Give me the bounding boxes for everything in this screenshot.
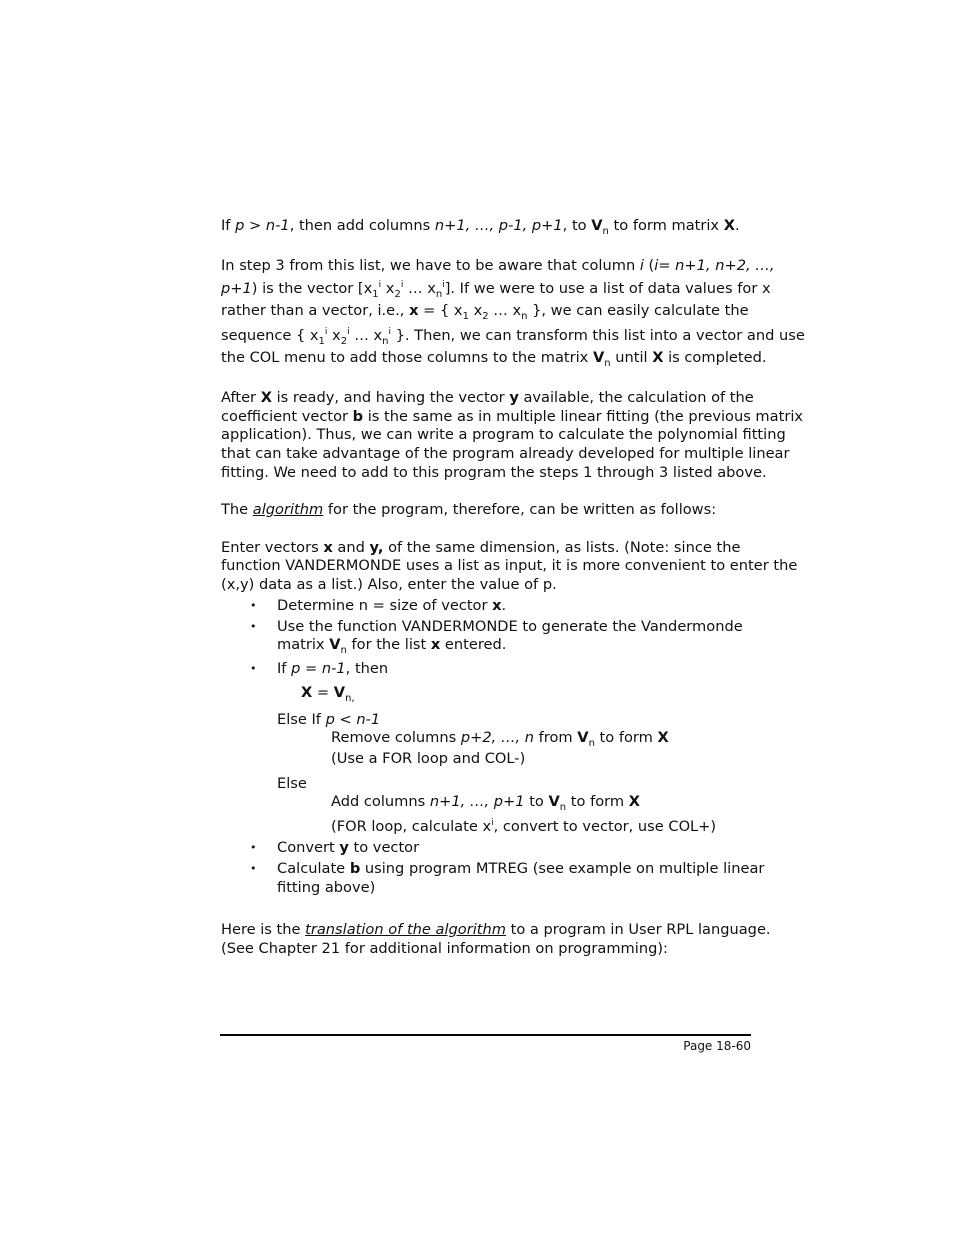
add-columns-step: Add columns n+1, …, p+1 to $V_n$ to form X <box>331 793 640 813</box>
bullet-vandermonde-line2: matrix $V_n$ for the list x entered. <box>277 636 507 656</box>
remove-columns-note: (Use a FOR loop and COL-) <box>331 750 526 767</box>
footer-rule <box>220 1034 751 1036</box>
para3-line1: After X is ready, and having the vector y available, the calculation of the <box>221 389 754 406</box>
para5-line1: Enter vectors x and y, of the same dimension, as lists. (Note: since the <box>221 539 741 556</box>
page-number: Page 18-60 <box>683 1039 751 1053</box>
bullet-calculate-b-line1: Calculate b using program MTREG (see example on multiple linear <box>277 860 765 877</box>
translation-link[interactable]: translation of the algorithm <box>305 921 506 938</box>
remove-columns-step: Remove columns p+2, …, n from $V_n$ to form X <box>331 729 669 749</box>
bullet-glyph: • <box>250 841 257 854</box>
else-label: Else <box>277 775 307 792</box>
bullet-convert-y: Convert y to vector <box>277 839 420 856</box>
algorithm-link[interactable]: algorithm <box>252 501 324 518</box>
bullet-vandermonde-line1: Use the function VANDERMONDE to generate the Vandermonde <box>277 618 743 635</box>
para2-line5: the COL menu to add those columns to the matrix $V_n$ until X is completed. <box>221 349 767 369</box>
bullet-if-condition: If p = n-1, then <box>277 660 389 677</box>
bullet-glyph: • <box>250 599 257 612</box>
para4-line: The algorithm for the program, therefore, can be written as follows: <box>221 501 717 518</box>
bullet-calculate-b-line2: fitting above) <box>277 879 376 896</box>
para6-line2: (See Chapter 21 for additional information on programming): <box>221 940 668 957</box>
bullet-glyph: • <box>250 862 257 875</box>
para3-line5: fitting. We need to add to this program the steps 1 through 3 listed above. <box>221 464 767 481</box>
bullet-glyph: • <box>250 620 257 633</box>
para5-line2: function VANDERMONDE uses a list as input, it is more convenient to enter the <box>221 557 798 574</box>
x-equals-vn: $X = V_{n,}$ <box>301 684 355 704</box>
para3-line3: application). Thus, we can write a program to calculate the polynomial fitting <box>221 426 786 443</box>
para2-line1: In step 3 from this list, we have to be aware that column i (i= n+1, n+2, …, <box>221 257 775 274</box>
bullet-glyph: • <box>250 662 257 675</box>
para3-line2: coefficient vector b is the same as in multiple linear fitting (the previous matrix <box>221 408 804 425</box>
para2-line2: p+1) is the vector [$x_1^i$ $x_2^i$ … $x_n^i$]. If we were to use a list of data values for x <box>221 280 771 300</box>
para2-line4: sequence { $x_1^i$ $x_2^i$ … $x_n^i$ }. Then, we can transform this list into a vector and use <box>221 327 805 347</box>
para5-line3: (x,y) data as a list.) Also, enter the value of p. <box>221 576 557 593</box>
else-if-condition: Else If p < n-1 <box>277 711 381 728</box>
para6-line1: Here is the translation of the algorithm to a program in User RPL language. <box>221 921 771 938</box>
add-columns-note: (FOR loop, calculate $x^i$, convert to vector, use COL+) <box>331 818 717 835</box>
para1-line: If p > n-1, then add columns n+1, …, p-1, p+1, to $V_n$ to form matrix X. <box>221 217 740 237</box>
bullet-determine-n: Determine n = size of vector x. <box>277 597 507 614</box>
para3-line4: that can take advantage of the program already developed for multiple linear <box>221 445 790 462</box>
para2-line3: rather than a vector, i.e., x = { $x_1$ $x_2$ … $x_n$ }, we can easily calculate the <box>221 302 749 322</box>
